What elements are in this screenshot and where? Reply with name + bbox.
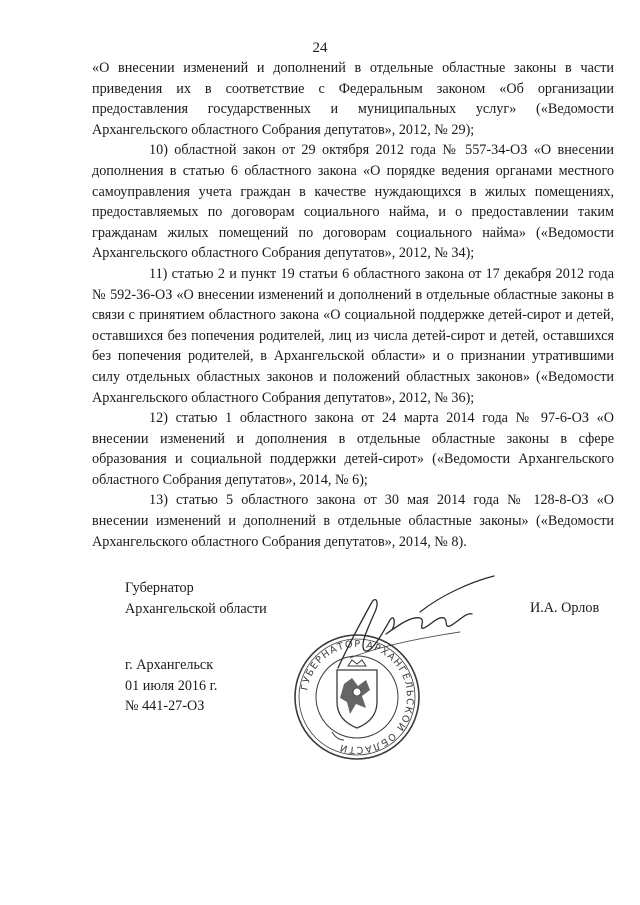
paragraph-item-10: 10) областной закон от 29 октября 2012 года № 557-34-ОЗ «О внесении дополнения в статью 6 областного закона «О порядке ведения органами местного самоуправления учета граждан в качестве нуждающихся в жилых помещениях, предоставляемых по договорам социального найма, и о предоставлении таким гражданам жилых помещений по договорам социального найма» («Ведомости Архангельского областного Собрания депутатов», 2012, № 34); (92, 142, 614, 262)
law-number-line: № 441-27-ОЗ (125, 698, 205, 715)
document-body (92, 58, 614, 552)
date-line: 01 июля 2016 г. (125, 677, 218, 694)
paragraph-item-12: 12) статью 1 областного закона от 24 марта 2014 года № 97-6-ОЗ «О внесении изменений и дополнения в отдельные областные законы в сфере образования и социальной поддержки детей-сирот» («Ведомости Архангельского областного Собрания депутатов», 2014, № 6); (92, 410, 614, 488)
city-line: г. Архангельск (125, 657, 214, 673)
place-date-number (125, 655, 217, 717)
svg-text:ГУБЕРНАТОР АРХАНГЕЛЬСКОЙ ОБЛАС: ГУБЕРНАТОР АРХАНГЕЛЬСКОЙ ОБЛАСТИ (299, 638, 416, 756)
paragraph-item-13: 13) статью 5 областного закона от 30 мая 2014 года № 128-8-ОЗ «О внесении изменений и дополнений в отдельные областные законы» («Ведомости Архангельского областного Собрания депутатов», 2014, № 8). (92, 492, 614, 550)
signatory-title-line2: Архангельской области (125, 600, 267, 617)
signatory-name: И.А. Орлов (530, 600, 600, 616)
paragraph-item-11: 11) статью 2 и пункт 19 статьи 6 областного закона от 17 декабря 2012 года № 592-36-ОЗ «О внесении изменений и дополнений в отдельные областные законы в связи с принятием областного закона «О социальной поддержке детей-сирот и детей, оставшихся без попечения родителей, лиц из числа детей-сирот и детей, оставшихся без попечения родителей, в Архангельской области» и о признании утратившими силу отдельных областных законов и положений областных законов» («Ведомости Архангельского областного Собрания депутатов», 2012, № 36); (92, 265, 614, 406)
signatory-title (125, 578, 267, 619)
page-number: 24 (312, 40, 328, 56)
signatory-title-line1: Губернатор (125, 580, 194, 596)
handwritten-signature-icon (320, 572, 500, 682)
paragraph-continuation: «О внесении изменений и дополнений в отдельные областные законы в части приведения их в соответствие с Федеральным законом «Об организации предоставления государственных и муниципальных услуг» («Ведомости Архангельского областного Собрания депутатов», 2012, № 29); (92, 60, 614, 138)
